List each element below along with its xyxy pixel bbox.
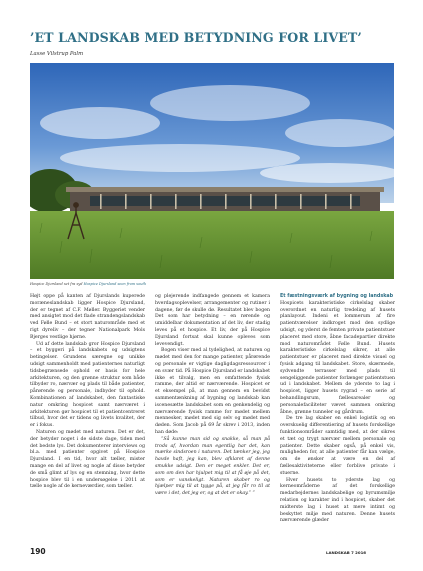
paragraph: Ud af dette landskab gror Hospice Djursland – et byggeri på landskabets og udsigtens betingelser. Grundens særegne og unikke udsigt sammenholdt med patienternes naturligt tidsbegrænsede ophold er basis for hele arkitekturen, og den grønne struktur som både tilbyder ro, nærvær og plads til både patienter, pårørende og personale, indbyder til ophold. Kombinationen af landskabet, den fantastiske natur omkring hospicet samt nærværet i arkitekturen gør hospicet til et patientcentreret tilbud, hvor det er tidens og livets kvalitet, der er i fokus. xyxy=(30,341,145,429)
article-author: Lasse Vilstrup Palm xyxy=(30,51,84,57)
text-column-3 xyxy=(280,294,395,525)
paragraph: Højt oppe på kanten af Djurslands kuperede moræneslandskab ligger Hospice Djursland, der er tegnet af C.F. Møller. Byggeriet vender med ansigtet mod det flade strandengslandskab ved Følle Bund – et stort naturområde med et rigt dyreliv – der tegner Nationalpark Mols Bjerges vestlige hjørne. xyxy=(30,294,145,340)
caption-translation: Hospice Djursland seen from south xyxy=(83,282,147,286)
cloud xyxy=(285,119,394,147)
quote: ”Så kunne man sid og snakke, så man på trods af, hvordan man egentlig har det, kan mærke sindsroen i naturen. Det tænker jeg, jeg havde haft, jeg kan, blev afklaret af denne smukke udsigt. Den er meget enkler. Det er, som om den har hjulpet mig til at få øje på det, som er vanskeligt. Naturen skaber ro og hjælper mig til at tygge på, at jeg får ro til at være i det, det jeg er, og at det er okay.” ” xyxy=(155,436,270,497)
cloud xyxy=(260,163,394,183)
meadow xyxy=(30,211,394,279)
cloud xyxy=(60,144,300,172)
paragraph: Bogen viser med al tydelighed, at naturen og mødet med den for mange patienter, pårørende og personale er vigtige dagligdagsressourcer i en svær tid. På Hospice Djursland er landskabet ikke et tilvalg, men en omfattende fysisk ramme, der altid er nærværende. Hospicet er et eksempel på, at man gennem en bevidst sammentænkning af bygning og landskab kan iscenesætte landskabet som en genkendelig og nærværende fysisk ramme for mødet mellem mennesker, mødet med sig selv og mødet med døden. Som Jacob på 69 år skrev i 2013, inden han døde: xyxy=(155,348,270,435)
paragraph: Naturen og mødet med naturen. Det er det, der betyder noget i de sidste dage, tiden med det bedste lys. Det dokumenterer interviews og bl.a. med patienter opgivet på Hospice Djursland. I en tid, hvor alt tæller, mister mange en del af livet og nogle af disse betyder de små glimt af lys og en stemning, hvor dette hospice blev til i en undersøgelse i 2011 at tælle nogle af de kerneværdier, som tæller. xyxy=(30,429,145,490)
cloud xyxy=(40,107,160,139)
photo-caption xyxy=(30,282,146,286)
paragraph: Hver husets to yderste lag og kerneområderne af det forskellige medarbejdernes landskabelige og byrumsmiljø relation og karakter ind i hospicet, skaber det midterste lag i huset at mere intimt og beskyttet miljø med naturen. Denne husets nærværende glæder xyxy=(280,477,395,524)
article-title: ’ET LANDSKAB MED BETYDNING FOR LIVET’ xyxy=(30,30,362,45)
page-number: 190 xyxy=(30,547,46,556)
caption-text: Hospice Djursland set fra syd xyxy=(30,282,83,286)
paragraph: og plejerende indfangede gennem et kamera hverdagsoplevelser, arrangementer og rutiner i dagene, før de skulle dø. Resultatet blev bogen Det som har betydning – en rørende og umiddelbar dokumentation af det liv, der stadig leves på et hospice. Et liv, der på Hospice Djursland fortsat skal kunne opleves som levevendigt. xyxy=(155,294,270,347)
text-column-1 xyxy=(30,294,145,491)
cloud xyxy=(150,85,310,121)
building-roof xyxy=(66,187,384,192)
magazine-issue: LANDSKAB 7 2016 xyxy=(326,550,367,555)
text-column-2 xyxy=(155,294,270,498)
paragraph: Hospicets karakteristiske cirkelslag skaber overordnet en naturlig tredeling af husets planlayout. Indeni et lommerum af fire patientværelser indkroget mod den sydlige udsigt, og yderst de femten private patientstuer placeret med store, åbne facadepartier direkte mod naturområdet Følle Bund. Husets karakteristiske cirkelslag sikrer, at alle patientstuer er placeret med direkte visuel og fysisk adgang til landskabet. Store, skærmede, sydvendte terrasser med plads til sengeliggende patienter forlænger patientstuen ud i landskabet. Mellem de yderste to lag i hospicet, ligger husets rygrad – en serie af behandlingsrum, fællesarealer og personalefaciliteter vævet sammen omkring åbne, grønne tunneler og gårdrum. xyxy=(280,300,395,415)
hospice-photo xyxy=(30,63,394,279)
paragraph: De tre lag skaber en enkel logistik og en overskuelig differentiering af husets forskellige funktionsområder samtidig med, at der sikres et tæt og trygt nærvær mellem personale og patienter. Dette skaber også, på enkel vis, muligheden for, at alle patienter får kan vælge, om de ønsker at være en del af fællesaktiviteterne eller forblive private i stuerne. xyxy=(280,416,395,476)
section-heading: Et fæstningsværk af bygning og landskab xyxy=(280,294,394,299)
